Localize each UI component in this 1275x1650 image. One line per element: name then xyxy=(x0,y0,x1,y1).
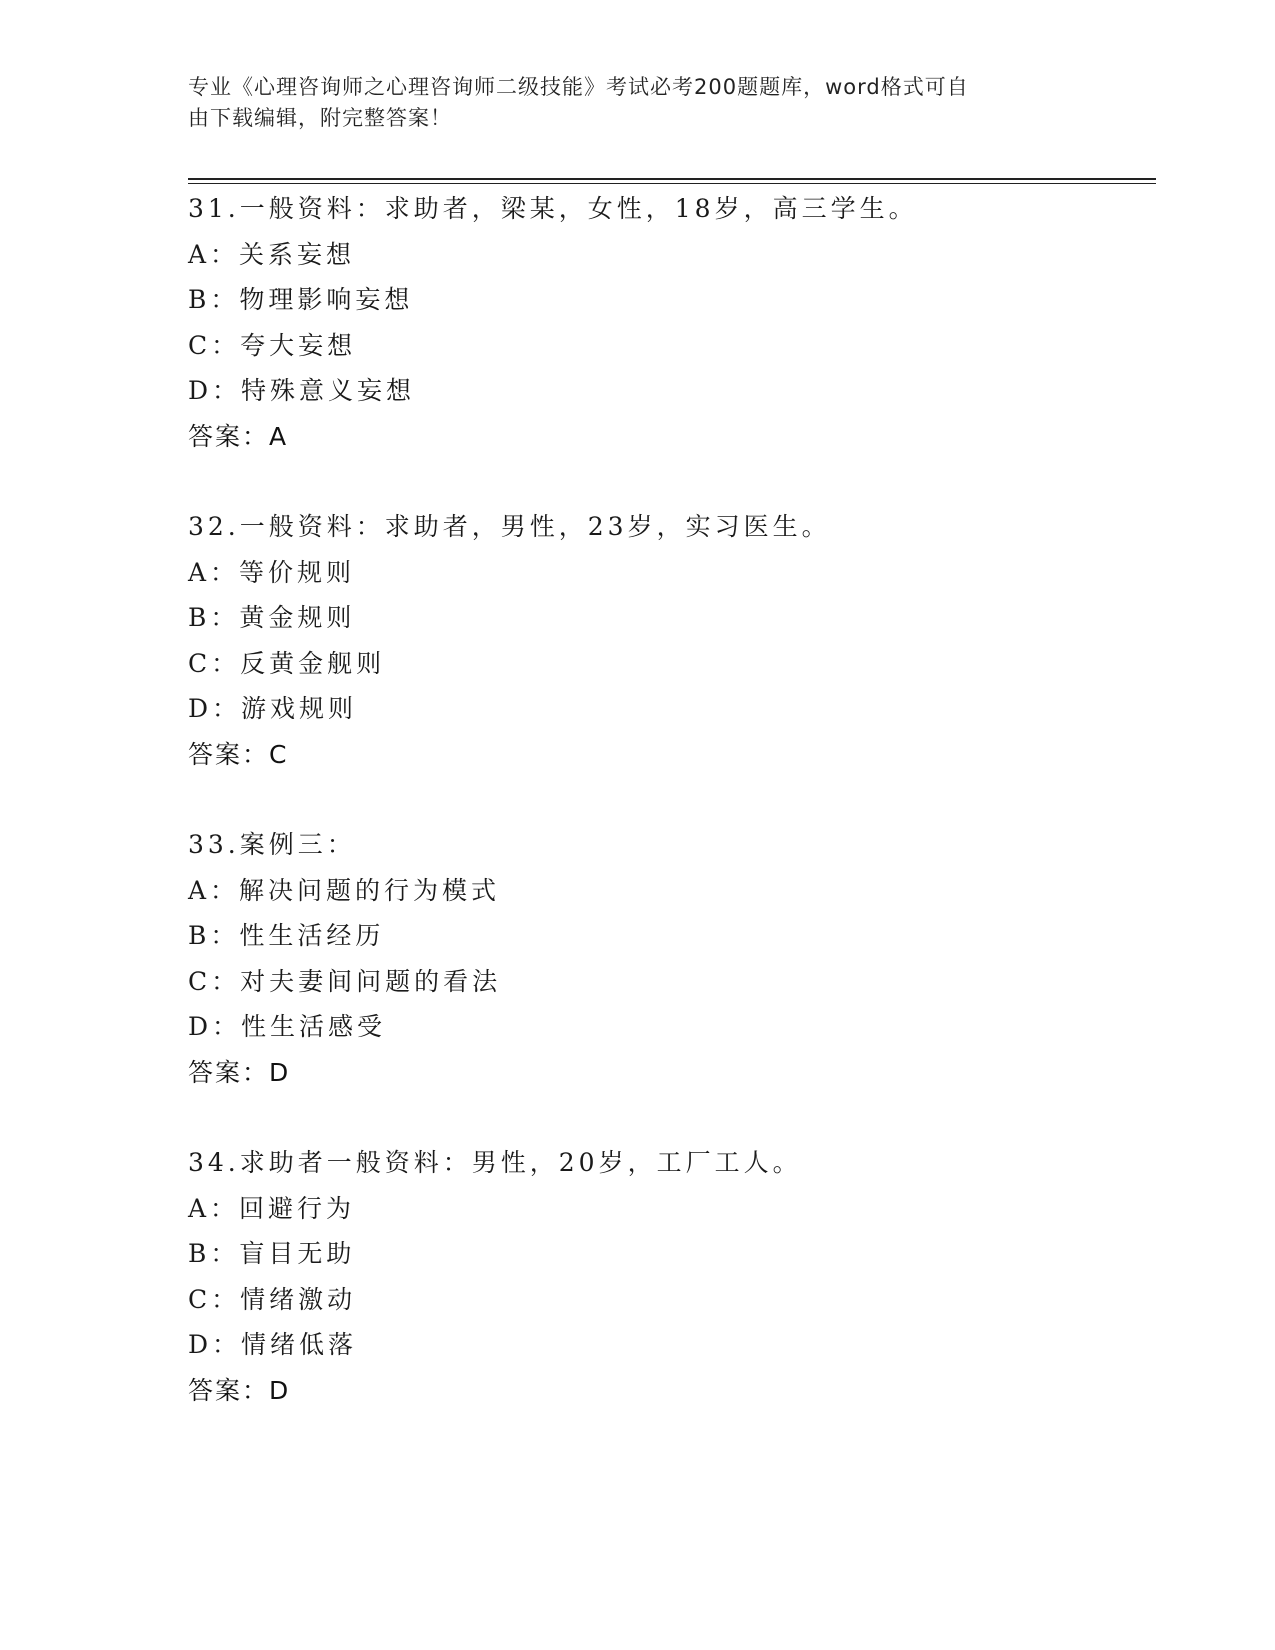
option-a: A：关系妄想 xyxy=(188,239,356,269)
question-34 xyxy=(188,1140,1148,1413)
option-a: A：解决问题的行为模式 xyxy=(188,875,501,905)
option-b: B：黄金规则 xyxy=(188,603,356,632)
question-32 xyxy=(188,504,1148,777)
option-b: B：物理影响妄想 xyxy=(188,285,414,314)
answer-text: 答案：D xyxy=(188,1057,291,1087)
header-divider xyxy=(188,178,1156,184)
header-line-1: 专业《心理咨询师之心理咨询师二级技能》考试必考200题题库，word格式可自 xyxy=(188,75,969,99)
option-c: C：情绪激动 xyxy=(188,1284,357,1314)
answer-text: 答案：C xyxy=(188,739,289,769)
question-stem: 33.案例三： xyxy=(188,830,356,859)
option-c: C：夸大妄想 xyxy=(188,330,357,360)
option-d: D：情绪低落 xyxy=(188,1330,358,1359)
option-b: B：性生活经历 xyxy=(188,921,385,950)
option-c: C：反黄金舰则 xyxy=(188,648,386,678)
answer-text: 答案：A xyxy=(188,421,289,451)
option-d: D：特殊意义妄想 xyxy=(188,376,416,405)
option-a: A：回避行为 xyxy=(188,1193,356,1223)
question-stem: 32.一般资料：求助者，男性，23岁，实习医生。 xyxy=(188,512,831,541)
header-line-2: 由下载编辑，附完整答案！ xyxy=(188,106,452,130)
question-stem: 31.一般资料：求助者，梁某，女性，18岁，高三学生。 xyxy=(188,194,918,223)
option-d: D：性生活感受 xyxy=(188,1012,387,1041)
option-a: A：等价规则 xyxy=(188,557,356,587)
option-b: B：盲目无助 xyxy=(188,1239,356,1268)
option-c: C：对夫妻间问题的看法 xyxy=(188,966,502,996)
option-d: D：游戏规则 xyxy=(188,694,358,723)
question-33 xyxy=(188,822,1148,1095)
question-stem: 34.求助者一般资料：男性，20岁，工厂工人。 xyxy=(188,1148,802,1177)
document-header xyxy=(188,72,1068,134)
answer-text: 答案：D xyxy=(188,1375,291,1405)
question-31 xyxy=(188,186,1148,459)
